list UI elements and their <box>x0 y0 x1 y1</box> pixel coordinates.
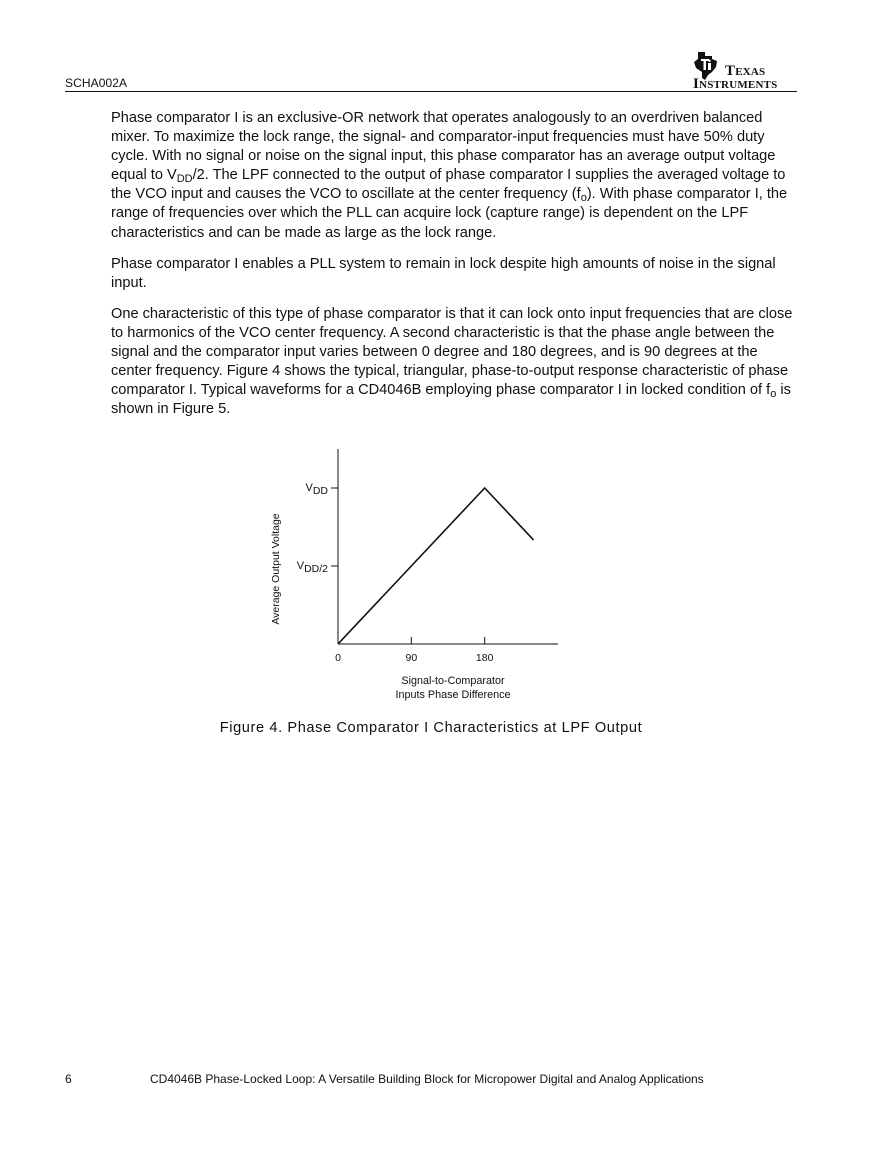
logo-line-instruments: INSTRUMENTS <box>693 76 778 92</box>
y-tick-label-vdd: VDD <box>305 482 328 497</box>
phase-comparator-chart <box>260 445 580 715</box>
y-axis-label: Average Output Voltage <box>270 513 282 625</box>
x-axis-label-line1: Signal-to-Comparator <box>401 675 505 687</box>
p1-sub-b: o <box>580 192 587 205</box>
header-rule <box>65 91 797 92</box>
response-line <box>338 488 534 644</box>
p3-part-b: is shown in Figure 5. <box>111 382 791 418</box>
p1-sub-a: DD <box>176 173 193 186</box>
y-tick-label-vdd-half: VDD/2 <box>296 560 328 575</box>
figure-4 <box>260 445 580 715</box>
figure-caption: Figure 4. Phase Comparator I Characteristics at LPF Output <box>219 720 643 736</box>
x-tick-label: 90 <box>405 652 418 664</box>
paragraph-3 <box>111 305 801 420</box>
p3-sub-a: o <box>770 388 777 401</box>
x-tick-label: 180 <box>475 652 494 664</box>
document-id: SCHA002A <box>65 76 128 90</box>
p3-part-a: One characteristic of this type of phase comparator is that it can lock onto input frequencies that are close to harmonics of the VCO center frequency. A second characteristic is that the phase angle between the signal and the comparator input varies between 0 degree and 180 degrees, and is 90 degrees at the center frequency. Figure 4 shows the typical, triangular, phase-to-output response characteristic of phase comparator I. Typical waveforms for a CD4046B employing phase comparator I in locked condition of f <box>111 305 793 399</box>
p1-part-c: ). With phase comparator I, the range of frequencies over which the PLL can acquire lock (capture range) is dependent on the LPF characteristics and can be made as large as the lock range. <box>111 186 788 241</box>
body-text <box>111 109 801 431</box>
texas-instruments-logo <box>690 50 800 92</box>
x-tick-label: 0 <box>335 652 341 664</box>
chart-marks <box>338 488 534 644</box>
footer-title: CD4046B Phase-Locked Loop: A Versatile Building Block for Micropower Digital and Analog Applications <box>150 1072 704 1086</box>
p1-part-a: Phase comparator I is an exclusive-OR network that operates analogously to an overdriven balanced mixer. To maximize the lock range, the signal- and comparator-input frequencies must have 50% duty cycle. With no signal or noise on the signal input, this phase comparator has an average output voltage equal to V <box>111 110 776 184</box>
logo-line-texas: TEXAS <box>725 63 766 79</box>
x-axis-label-line2: Inputs Phase Difference <box>395 689 511 701</box>
chart-labels <box>270 482 511 701</box>
paragraph-1 <box>111 109 801 243</box>
paragraph-2: Phase comparator I enables a PLL system to remain in lock despite high amounts of noise in the signal input. <box>111 255 776 291</box>
page-number: 6 <box>65 1072 72 1086</box>
p1-part-b: /2. The LPF connected to the output of phase comparator I supplies the averaged voltage to the VCO input and causes the VCO to oscillate at the center frequency (f <box>111 167 786 203</box>
